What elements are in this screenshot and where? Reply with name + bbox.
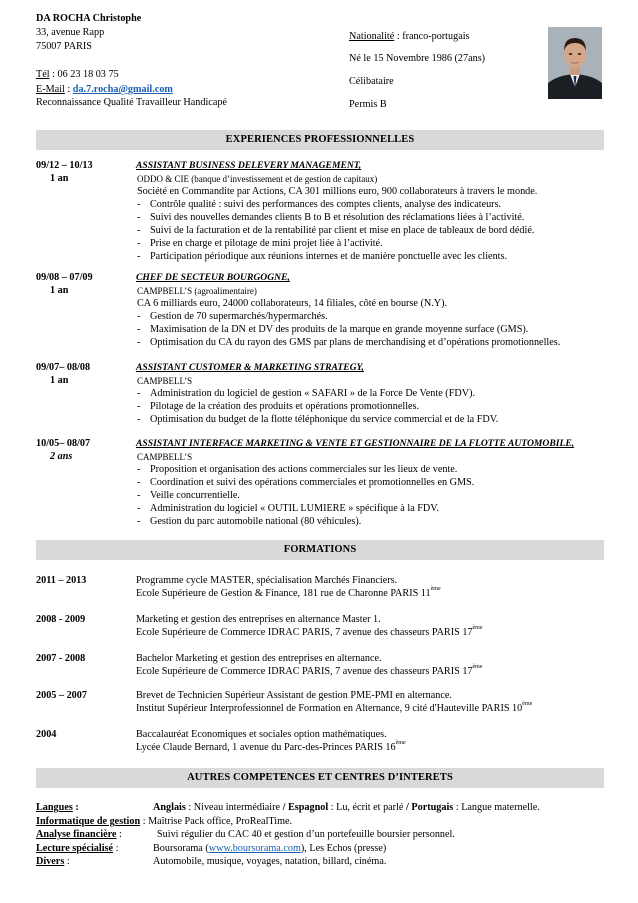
formation-dates: 2008 - 2009 xyxy=(36,614,86,625)
nationality xyxy=(349,31,470,43)
bullet-dash: - xyxy=(137,401,141,412)
formation-school-text: Ecole Supérieure de Commerce IDRAC PARIS, 7 avenue des chasseurs PARIS 17 xyxy=(136,666,473,677)
experience-title: ASSISTANT INTERFACE MARKETING & VENTE ET GESTIONNAIRE DE LA FLOTTE AUTOMOBILE, xyxy=(136,438,575,449)
experience-duration: 1 an xyxy=(50,285,69,296)
bullet-dash: - xyxy=(137,477,141,488)
bullet-dash: - xyxy=(137,311,141,322)
langues-value: Anglais : Niveau intermédiaire / Espagnol : Lu, écrit et parlé / Portugais : Langue maternelle. xyxy=(153,802,540,813)
experience-company: CAMPBELL’S xyxy=(137,376,193,386)
nationality-label: Nationalité xyxy=(349,31,395,42)
formation-school-sup: ème xyxy=(522,701,533,707)
email xyxy=(36,84,173,96)
experience-duration: 2 ans xyxy=(50,451,73,462)
langues-label: Langues : xyxy=(36,802,79,813)
phone xyxy=(36,69,119,81)
formation-title: Bachelor Marketing et gestion des entreprises en alternance. xyxy=(136,653,382,664)
section-experiences: EXPERIENCES PROFESSIONNELLES xyxy=(36,130,604,150)
address-line-1: 33, avenue Rapp xyxy=(36,27,105,38)
formation-title: Marketing et gestion des entreprises en alternance Master 1. xyxy=(136,614,381,625)
phone-label: Tél xyxy=(36,69,50,80)
phone-value: : 06 23 18 03 75 xyxy=(49,69,119,80)
formation-dates: 2011 – 2013 xyxy=(36,575,87,586)
lecture-value: Boursorama (www.boursorama.com), Les Echos (presse) xyxy=(153,843,387,854)
lang-espagnol: Espagnol xyxy=(287,802,329,813)
informatique xyxy=(36,816,292,828)
experience-dates: 09/12 – 10/13 xyxy=(36,160,93,171)
section-autres: AUTRES COMPETENCES ET CENTRES D’INTERETS xyxy=(36,768,604,788)
experience-company: ODDO & CIE (banque d’investissement et de gestion de capitaux) xyxy=(137,174,378,184)
formation-school xyxy=(136,627,483,639)
bullet-dash: - xyxy=(137,388,141,399)
experience-bullet: Optimisation du CA du rayon des GMS par plans de merchandising et d’opérations promotionnelles. xyxy=(150,337,561,348)
experience-description: CA 6 milliards euro, 24000 collaborateurs, 14 filiales, côté en bourse (N.Y). xyxy=(137,298,448,309)
nationality-value: : franco-portugais xyxy=(394,31,470,42)
profile-photo xyxy=(548,27,602,99)
section-formations: FORMATIONS xyxy=(36,540,604,560)
formation-school xyxy=(136,703,532,715)
experience-bullet: Optimisation du budget de la flotte téléphonique du service commercial et de la FDV. xyxy=(150,414,499,425)
experience-bullet: Suivi de la facturation et de la rentabilité par client et mise en place de tableaux de bord dédié. xyxy=(150,225,535,236)
bullet-dash: - xyxy=(137,503,141,514)
formation-dates: 2007 - 2008 xyxy=(36,653,86,664)
experience-bullet: Gestion de 70 supermarchés/hypermarchés. xyxy=(150,311,328,322)
experience-bullet: Suivi des nouvelles demandes clients B to B et résolution des réclamations liées à l’activité. xyxy=(150,212,525,223)
formation-title: Baccalauréat Economiques et sociales option mathématiques. xyxy=(136,729,387,740)
experience-duration: 1 an xyxy=(50,375,69,386)
bullet-dash: - xyxy=(137,212,141,223)
formation-school-text: Ecole Supérieure de Commerce IDRAC PARIS, 7 avenue des chasseurs PARIS 17 xyxy=(136,627,473,638)
email-sep: : xyxy=(64,84,73,95)
formation-school-text: Lycée Claude Bernard, 1 avenue du Parc-des-Princes PARIS 16 xyxy=(136,742,396,753)
bullet-dash: - xyxy=(137,199,141,210)
bullet-dash: - xyxy=(137,251,141,262)
bullet-dash: - xyxy=(137,324,141,335)
experience-title: CHEF DE SECTEUR BOURGOGNE, xyxy=(136,272,290,283)
experience-bullet: Proposition et organisation des actions commerciales sur les lieux de vente. xyxy=(150,464,458,475)
marital-status: Célibataire xyxy=(349,76,394,87)
email-link[interactable]: da.7.rocha@gmail.com xyxy=(72,84,173,95)
formation-school-sup: ème xyxy=(430,586,441,592)
experience-bullet: Contrôle qualité : suivi des performances des comptes clients, analyse des indicateurs. xyxy=(150,199,502,210)
experience-company: CAMPBELL’S (agroalimentaire) xyxy=(137,286,257,296)
address-line-2: 75007 PARIS xyxy=(36,41,92,52)
experience-dates: 10/05– 08/07 xyxy=(36,438,91,449)
driving-license: Permis B xyxy=(349,99,387,110)
bullet-dash: - xyxy=(137,238,141,249)
formation-school-sup: ème xyxy=(395,740,406,746)
bullet-dash: - xyxy=(137,490,141,501)
analyse-label: Analyse financière : xyxy=(36,829,122,840)
rqth: Reconnaissance Qualité Travailleur Handicapé xyxy=(36,97,227,108)
experience-bullet: Veille concurrentielle. xyxy=(150,490,240,501)
formation-school-sup: ème xyxy=(472,664,483,670)
formation-dates: 2004 xyxy=(36,729,57,740)
formation-school xyxy=(136,666,483,678)
formation-title: Brevet de Technicien Supérieur Assistant de gestion PME-PMI en alternance. xyxy=(136,690,452,701)
candidate-name: DA ROCHA Christophe xyxy=(36,13,142,24)
formation-dates: 2005 – 2007 xyxy=(36,690,87,701)
bullet-dash: - xyxy=(137,464,141,475)
experience-dates: 09/07– 08/08 xyxy=(36,362,91,373)
divers-label: Divers : xyxy=(36,856,70,867)
experience-bullet: Pilotage de la création des produits et opérations promotionnelles. xyxy=(150,401,420,412)
experience-title: ASSISTANT BUSINESS DELEVERY MANAGEMENT, xyxy=(136,160,362,171)
experience-bullet: Maximisation de la DN et DV des produits de la marque en grande moyenne surface (GMS). xyxy=(150,324,529,335)
birth-date: Né le 15 Novembre 1986 (27ans) xyxy=(349,53,486,64)
formation-school-text: Institut Supérieur Interprofessionnel de Formation en Alternance, 9 cité d'Hauteville PARIS 10 xyxy=(136,703,523,714)
bullet-dash: - xyxy=(137,225,141,236)
email-label: E-Mail xyxy=(36,84,65,95)
experience-bullet: Participation périodique aux réunions internes et de manière ponctuelle avec les clients. xyxy=(150,251,508,262)
boursorama-link[interactable]: www.boursorama.com xyxy=(208,843,301,854)
bullet-dash: - xyxy=(137,516,141,527)
experience-title: ASSISTANT CUSTOMER & MARKETING STRATEGY, xyxy=(136,362,364,373)
portrait-image xyxy=(548,27,602,99)
experience-dates: 09/08 – 07/09 xyxy=(36,272,93,283)
experience-bullet: Coordination et suivi des opérations commerciales et promotionnelles en GMS. xyxy=(150,477,475,488)
formation-school-text: Ecole Supérieure de Gestion & Finance, 181 rue de Charonne PARIS 11 xyxy=(136,588,431,599)
experience-company: CAMPBELL’S xyxy=(137,452,193,462)
lang-portugais: Portugais xyxy=(411,802,454,813)
formation-title: Programme cycle MASTER, spécialisation Marchés Financiers. xyxy=(136,575,398,586)
informatique-label: Informatique de gestion xyxy=(36,816,141,827)
divers-value: Automobile, musique, voyages, natation, billard, cinéma. xyxy=(153,856,387,867)
analyse-value: Suivi régulier du CAC 40 et gestion d’un portefeuille boursier personnel. xyxy=(157,829,455,840)
experience-bullet: Gestion du parc automobile national (80 véhicules). xyxy=(150,516,362,527)
informatique-value: : Maîtrise Pack office, ProRealTime. xyxy=(140,816,293,827)
bullet-dash: - xyxy=(137,414,141,425)
experience-bullet: Prise en charge et pilotage de mini projet liée à l’activité. xyxy=(150,238,383,249)
formation-school xyxy=(136,588,441,600)
experience-duration: 1 an xyxy=(50,173,69,184)
bullet-dash: - xyxy=(137,337,141,348)
experience-bullet: Administration du logiciel de gestion « SAFARI » de la Force De Vente (FDV). xyxy=(150,388,476,399)
experience-bullet: Administration du logiciel « OUTIL LUMIERE » spécifique à la FDV. xyxy=(150,503,439,514)
experience-description: Société en Commandite par Actions, CA 301 millions euro, 900 collaborateurs à travers le monde. xyxy=(137,186,538,197)
lang-anglais: Anglais xyxy=(153,802,186,813)
formation-school-sup: ème xyxy=(472,625,483,631)
formation-school xyxy=(136,742,406,754)
lecture-label: Lecture spécialisé : xyxy=(36,843,119,854)
